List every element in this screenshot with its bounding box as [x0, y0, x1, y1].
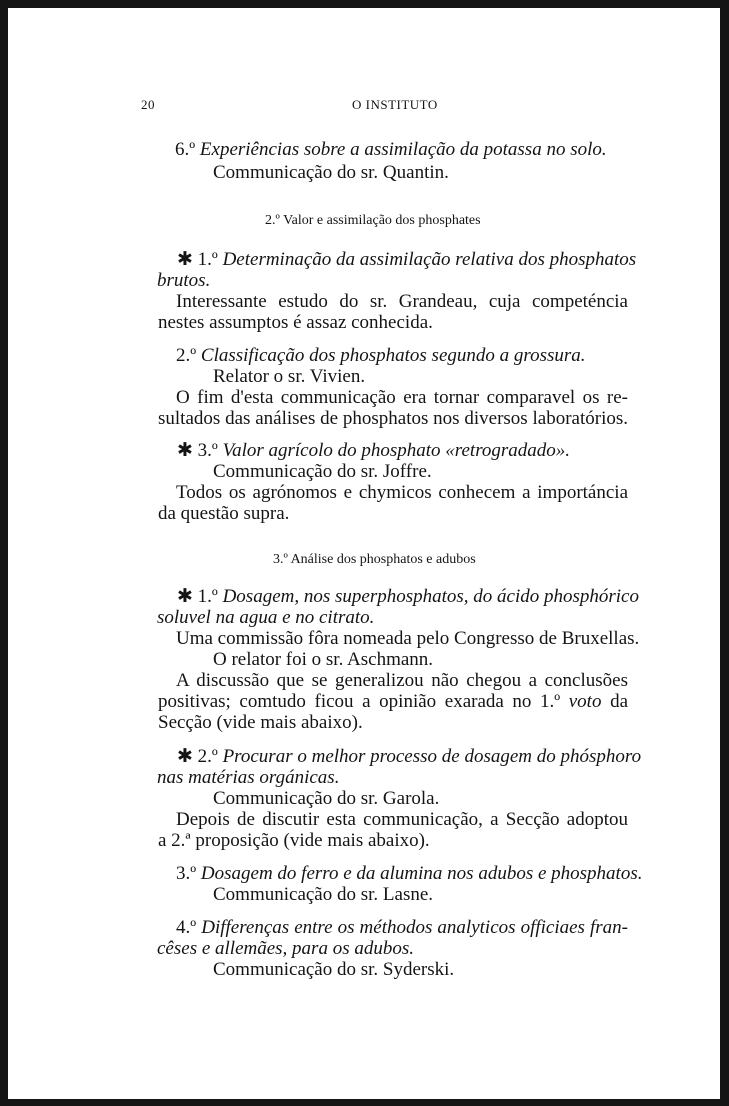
item-6-number: 6.º [175, 139, 196, 160]
s3-item-4-number: 4.º [176, 917, 197, 938]
s3-item-3-title-text: Dosagem do ferro e da alumina nos adubos e phosphatos. [200, 863, 643, 884]
s3-item-1-text-line-3: A discussão que se generalizou não chegou a conclusões [176, 670, 628, 691]
book-page [8, 8, 720, 1099]
page-number: 20 [141, 97, 155, 112]
s3-item-1-title-line-2 [157, 607, 374, 629]
s3-item-1-text-line-5: Secção (vide mais abaixo). [158, 712, 363, 733]
section-3-heading: 3.º Análise dos phosphatos e adubos [273, 552, 476, 567]
item-6-communication: Communicação do sr. Quantin. [213, 162, 449, 183]
s3-item-3-communication: Communicação do sr. Lasne. [213, 884, 434, 905]
s3-item-1-title-a: Dosagem, nos superphosphatos, do ácido phosphórico [222, 586, 639, 607]
s3-item-4-title-a: Differenças entre os méthodos analyticos officiaes fran- [201, 917, 629, 938]
s3-item-4-title-line-1 [176, 917, 628, 939]
s3-item-1-text-line-2: O relator foi o sr. Aschmann. [213, 649, 434, 670]
s3-item-3-title [176, 863, 643, 885]
s3-item-1-number: 1.º [197, 586, 218, 607]
s2-item-3-asterisk: ✱ [177, 440, 193, 461]
s3-item-4-title-line-2 [157, 938, 414, 960]
s2-item-1-title-b: brutos. [157, 270, 211, 291]
s3-item-1-title-b: soluvel na agua e no citrato. [157, 607, 375, 628]
s2-item-2-number: 2.º [176, 345, 197, 366]
s2-item-3-communication: Communicação do sr. Joffre. [213, 461, 432, 482]
s3-item-2-number: 2.º [197, 746, 218, 767]
s2-item-1-title-a: Determinação da assimilação relativa dos phosphatos [222, 249, 637, 270]
s3-item-2-communication: Communicação do sr. Garola. [213, 788, 440, 809]
s2-item-3-title [177, 440, 570, 462]
s3-item-2-asterisk: ✱ [177, 746, 193, 767]
s3-item-2-title-a: Procurar o melhor processo de dosagem do phósphoro [222, 746, 642, 767]
s3-item-1-text-line-4: positivas; comtudo ficou a opinião exarada no 1.º voto da [158, 691, 628, 712]
running-title: O INSTITUTO [352, 97, 438, 112]
s2-item-2-title [176, 345, 586, 367]
s2-item-2-title-text: Classificação dos phosphatos segundo a grossura. [200, 345, 586, 366]
s2-item-1-title-line-1 [177, 249, 637, 271]
s2-item-1-number: 1.º [197, 249, 218, 270]
s3-item-4-title-b: cêses e allemães, para os adubos. [157, 938, 414, 959]
s3-item-2-title-line-1 [177, 746, 642, 768]
s3-item-2-text-line-1: Depois de discutir esta communicação, a Secção adoptou [176, 809, 628, 830]
s2-item-2-relator: Relator o sr. Vivien. [213, 366, 366, 387]
s3-item-2-title-line-2 [157, 767, 339, 789]
s2-item-1-text-line-2: nestes assumptos é assaz conhecida. [158, 312, 433, 333]
s3-item-3-number: 3.º [176, 863, 197, 884]
s3-item-2-text-line-2: a 2.ª proposição (vide mais abaixo). [158, 830, 430, 851]
s3-item-4-communication: Communicação do sr. Syderski. [213, 959, 455, 980]
s3-item-1-title-line-1 [177, 586, 639, 608]
s2-item-1-text-line-1: Interessante estudo do sr. Grandeau, cuja competéncia [176, 291, 628, 312]
s2-item-3-number: 3.º [197, 440, 218, 461]
s2-item-1-asterisk: ✱ [177, 249, 193, 270]
s2-item-1-title-line-2 [157, 270, 210, 292]
s3-item-1-text-line-1: Uma commissão fôra nomeada pelo Congresso de Bruxellas. [176, 628, 640, 649]
s2-item-3-text-line-1: Todos os agrónomos e chymicos conhecem a importáncia [176, 482, 628, 503]
s3-item-1-asterisk: ✱ [177, 586, 193, 607]
s2-item-3-text-line-2: da questão supra. [158, 503, 290, 524]
item-6-title [175, 139, 607, 161]
section-2-heading: 2.º Valor e assimilação dos phosphates [265, 213, 481, 228]
item-6-title-text: Experiências sobre a assimilação da potassa no solo. [199, 139, 607, 160]
s3-item-2-title-b: nas matérias orgánicas. [157, 767, 340, 788]
s2-item-2-text-line-2: sultados das análises de phosphatos nos diversos laboratórios. [158, 408, 628, 429]
s2-item-2-text-line-1: O fim d'esta communicação era tornar comparavel os re- [176, 387, 628, 408]
s2-item-3-title-text: Valor agrícolo do phosphato «retrogradado». [222, 440, 571, 461]
